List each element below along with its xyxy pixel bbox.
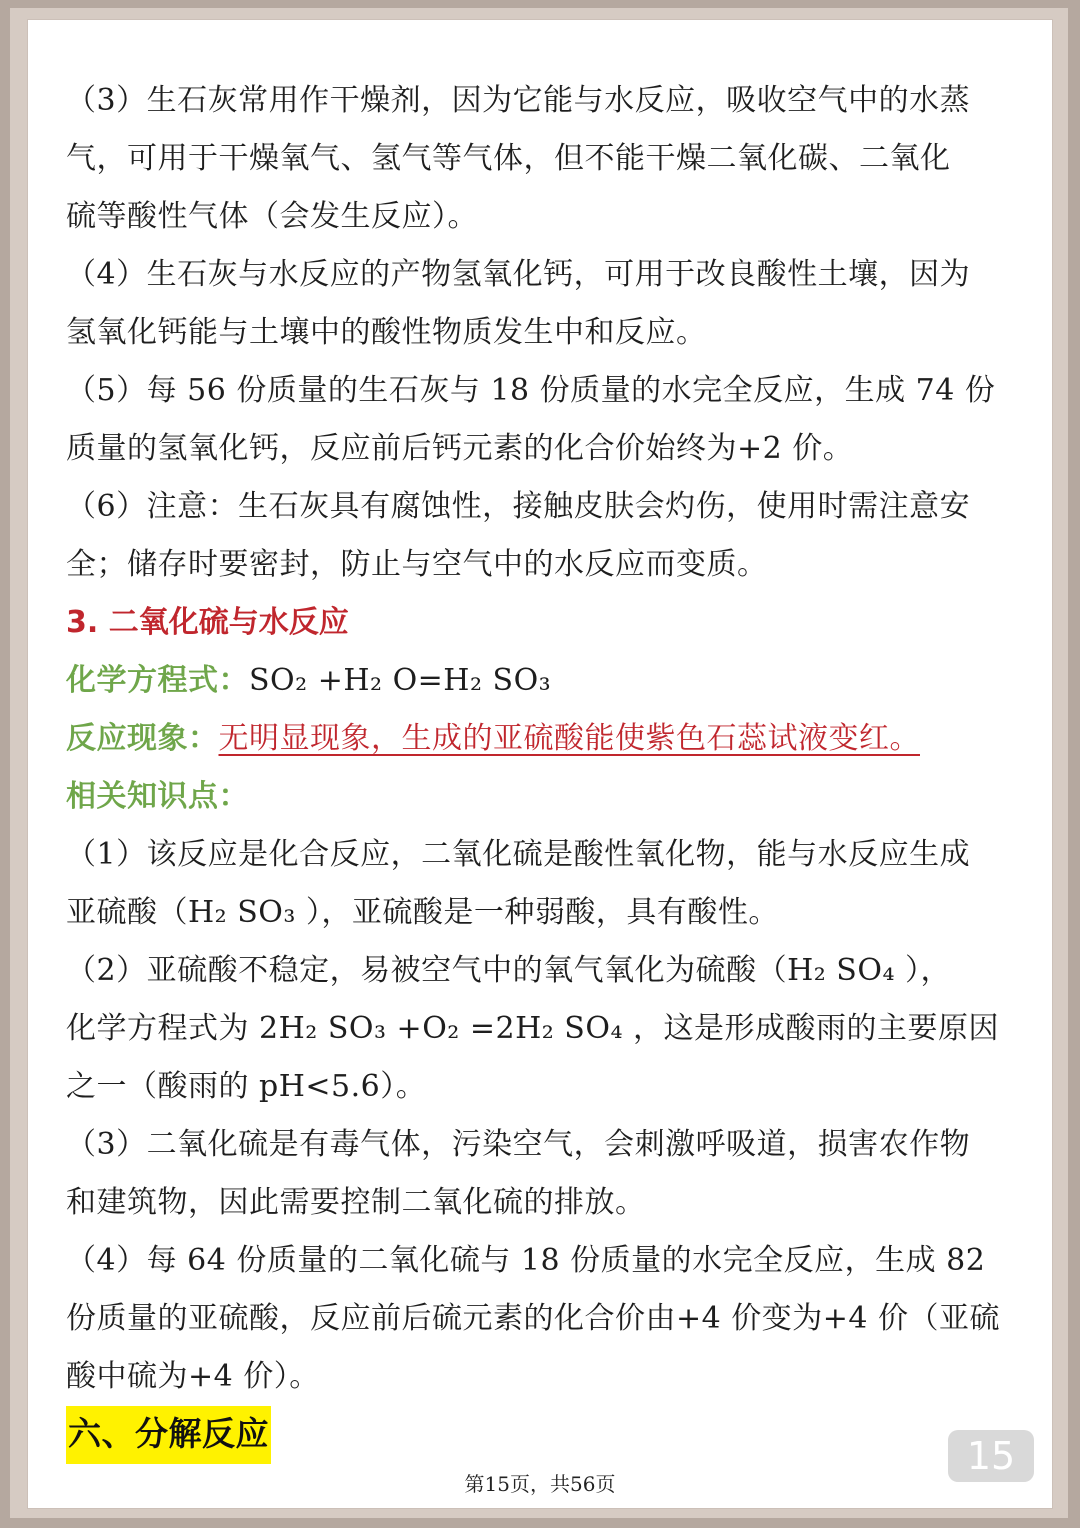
text-line: （1）该反应是化合反应，二氧化硫是酸性氧化物，能与水反应生成 (66, 837, 971, 872)
knowledge-row (66, 768, 1016, 826)
phenomenon-row (66, 710, 1016, 768)
text-line: 亚硫酸（H₂ SO₃ ），亚硫酸是一种弱酸，具有酸性。 (66, 895, 779, 930)
section-six-row (66, 1406, 1016, 1464)
text-line: （3）二氧化硫是有毒气体，污染空气，会刺激呼吸道，损害农作物 (66, 1127, 971, 1162)
text-line: （2）亚硫酸不稳定，易被空气中的氧气氧化为硫酸（H₂ SO₄ ）， (66, 953, 952, 988)
section-heading: 3. 二氧化硫与水反应 (66, 605, 349, 640)
highlighted-heading: 六、分解反应 (66, 1406, 271, 1464)
phenomenon-text: 无明显现象，生成的亚硫酸能使紫色石蕊试液变红。 (218, 721, 920, 756)
phenomenon-label: 反应现象： (66, 721, 219, 756)
page-footer: 第15页，共56页 (464, 1472, 616, 1496)
text-line: 化学方程式为 2H₂ SO₃ +O₂ =2H₂ SO₄ ，这是形成酸雨的主要原因 (66, 1011, 1000, 1046)
text-line: （3）生石灰常用作干燥剂，因为它能与水反应，吸收空气中的水蒸 (66, 83, 971, 118)
text-line: （4）每 64 份质量的二氧化硫与 18 份质量的水完全反应，生成 82 (66, 1243, 986, 1278)
text-line: 质量的氢氧化钙，反应前后钙元素的化合价始终为+2 价。 (66, 431, 854, 466)
document-content (66, 72, 1016, 1464)
text-line: 硫等酸性气体（会发生反应）。 (66, 199, 478, 234)
page-number-badge: 15 (948, 1430, 1034, 1482)
text-line: （4）生石灰与水反应的产物氢氧化钙，可用于改良酸性土壤，因为 (66, 257, 971, 292)
text-line: 份质量的亚硫酸，反应前后硫元素的化合价由+4 价变为+4 价（亚硫 (66, 1301, 1001, 1336)
text-line: 气，可用于干燥氧气、氢气等气体，但不能干燥二氧化碳、二氧化 (66, 141, 951, 176)
text-line: 和建筑物，因此需要控制二氧化硫的排放。 (66, 1185, 646, 1220)
knowledge-label: 相关知识点： (66, 779, 249, 814)
equation-label: 化学方程式： (66, 663, 249, 698)
equation-row (66, 652, 1016, 710)
text-line: （5）每 56 份质量的生石灰与 18 份质量的水完全反应，生成 74 份 (66, 373, 996, 408)
text-line: 之一（酸雨的 pH<5.6）。 (66, 1069, 427, 1104)
text-line: （6）注意：生石灰具有腐蚀性，接触皮肤会灼伤，使用时需注意安 (66, 489, 971, 524)
text-line: 氢氧化钙能与土壤中的酸性物质发生中和反应。 (66, 315, 707, 350)
text-line: 全；储存时要密封，防止与空气中的水反应而变质。 (66, 547, 768, 582)
text-line: 酸中硫为+4 价）。 (66, 1359, 320, 1394)
equation-text: SO₂ +H₂ O=H₂ SO₃ (249, 663, 552, 698)
